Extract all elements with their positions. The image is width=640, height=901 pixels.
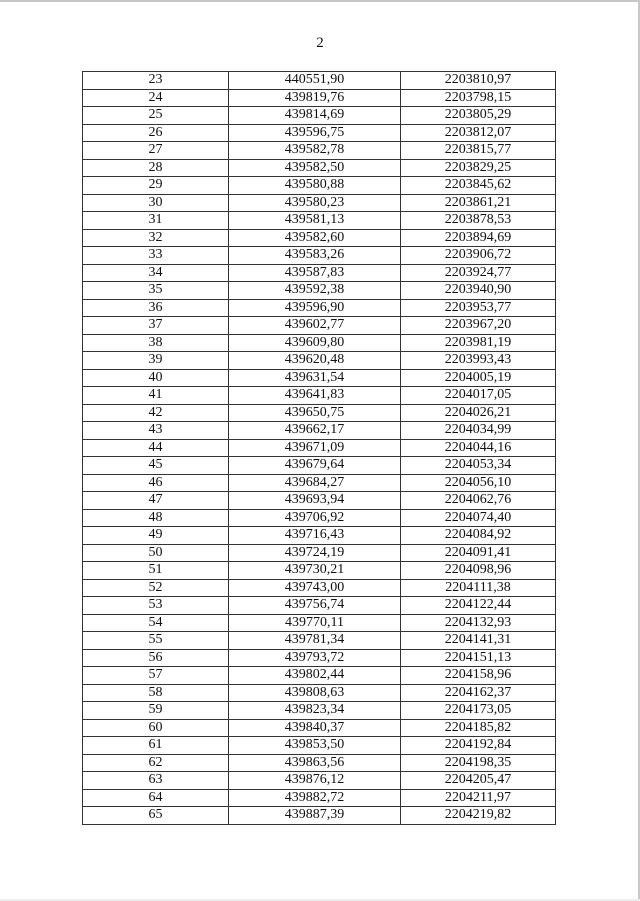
table-row (83, 509, 556, 527)
x-coordinate-cell: 439596,75 (229, 124, 401, 142)
table-row (83, 807, 556, 825)
x-coordinate-cell: 439662,17 (229, 422, 401, 440)
x-coordinate-cell: 439706,92 (229, 509, 401, 527)
x-coordinate-cell: 439840,37 (229, 719, 401, 737)
x-coordinate-cell: 439580,88 (229, 177, 401, 195)
point-number-cell: 36 (83, 299, 229, 317)
y-coordinate-cell: 2204158,96 (401, 667, 556, 685)
table-row (83, 457, 556, 475)
x-coordinate-cell: 439583,26 (229, 247, 401, 265)
table-row (83, 684, 556, 702)
y-coordinate-cell: 2204053,34 (401, 457, 556, 475)
x-coordinate-cell: 439743,00 (229, 579, 401, 597)
point-number-cell: 49 (83, 527, 229, 545)
y-coordinate-cell: 2203906,72 (401, 247, 556, 265)
table-row (83, 667, 556, 685)
point-number-cell: 29 (83, 177, 229, 195)
x-coordinate-cell: 439793,72 (229, 649, 401, 667)
x-coordinate-cell: 439679,64 (229, 457, 401, 475)
point-number-cell: 47 (83, 492, 229, 510)
x-coordinate-cell: 439802,44 (229, 667, 401, 685)
table-row (83, 702, 556, 720)
point-number-cell: 31 (83, 212, 229, 230)
point-number-cell: 48 (83, 509, 229, 527)
x-coordinate-cell: 439819,76 (229, 89, 401, 107)
point-number-cell: 46 (83, 474, 229, 492)
point-number-cell: 64 (83, 789, 229, 807)
x-coordinate-cell: 439684,27 (229, 474, 401, 492)
y-coordinate-cell: 2204091,41 (401, 544, 556, 562)
x-coordinate-cell: 440551,90 (229, 72, 401, 90)
y-coordinate-cell: 2204084,92 (401, 527, 556, 545)
y-coordinate-cell: 2204098,96 (401, 562, 556, 580)
point-number-cell: 50 (83, 544, 229, 562)
table-row (83, 772, 556, 790)
table-row (83, 177, 556, 195)
x-coordinate-cell: 439582,60 (229, 229, 401, 247)
y-coordinate-cell: 2203967,20 (401, 317, 556, 335)
y-coordinate-cell: 2203981,19 (401, 334, 556, 352)
point-number-cell: 30 (83, 194, 229, 212)
x-coordinate-cell: 439650,75 (229, 404, 401, 422)
y-coordinate-cell: 2204122,44 (401, 597, 556, 615)
table-row (83, 597, 556, 615)
point-number-cell: 58 (83, 684, 229, 702)
x-coordinate-cell: 439587,83 (229, 264, 401, 282)
point-number-cell: 23 (83, 72, 229, 90)
y-coordinate-cell: 2203810,97 (401, 72, 556, 90)
point-number-cell: 61 (83, 737, 229, 755)
point-number-cell: 52 (83, 579, 229, 597)
table-row (83, 352, 556, 370)
y-coordinate-cell: 2204219,82 (401, 807, 556, 825)
table-row (83, 474, 556, 492)
table-row (83, 124, 556, 142)
table-row (83, 579, 556, 597)
y-coordinate-cell: 2204211,97 (401, 789, 556, 807)
point-number-cell: 60 (83, 719, 229, 737)
table-row (83, 422, 556, 440)
table-row (83, 334, 556, 352)
y-coordinate-cell: 2204111,38 (401, 579, 556, 597)
x-coordinate-cell: 439581,13 (229, 212, 401, 230)
table-row (83, 614, 556, 632)
x-coordinate-cell: 439602,77 (229, 317, 401, 335)
table-row (83, 754, 556, 772)
table-row (83, 527, 556, 545)
table-row (83, 387, 556, 405)
point-number-cell: 34 (83, 264, 229, 282)
x-coordinate-cell: 439580,23 (229, 194, 401, 212)
x-coordinate-cell: 439823,34 (229, 702, 401, 720)
x-coordinate-cell: 439671,09 (229, 439, 401, 457)
point-number-cell: 26 (83, 124, 229, 142)
point-number-cell: 24 (83, 89, 229, 107)
x-coordinate-cell: 439596,90 (229, 299, 401, 317)
table-row (83, 107, 556, 125)
y-coordinate-cell: 2203878,53 (401, 212, 556, 230)
point-number-cell: 42 (83, 404, 229, 422)
point-number-cell: 32 (83, 229, 229, 247)
x-coordinate-cell: 439808,63 (229, 684, 401, 702)
y-coordinate-cell: 2204074,40 (401, 509, 556, 527)
y-coordinate-cell: 2204185,82 (401, 719, 556, 737)
table-row (83, 229, 556, 247)
point-number-cell: 44 (83, 439, 229, 457)
table-row (83, 142, 556, 160)
table-row (83, 789, 556, 807)
point-number-cell: 35 (83, 282, 229, 300)
point-number-cell: 37 (83, 317, 229, 335)
y-coordinate-cell: 2204132,93 (401, 614, 556, 632)
table-row (83, 247, 556, 265)
point-number-cell: 28 (83, 159, 229, 177)
point-number-cell: 62 (83, 754, 229, 772)
point-number-cell: 57 (83, 667, 229, 685)
y-coordinate-cell: 2203861,21 (401, 194, 556, 212)
x-coordinate-cell: 439853,50 (229, 737, 401, 755)
y-coordinate-cell: 2204005,19 (401, 369, 556, 387)
point-number-cell: 38 (83, 334, 229, 352)
y-coordinate-cell: 2203953,77 (401, 299, 556, 317)
table-row (83, 282, 556, 300)
x-coordinate-cell: 439882,72 (229, 789, 401, 807)
table-row (83, 404, 556, 422)
y-coordinate-cell: 2203845,62 (401, 177, 556, 195)
y-coordinate-cell: 2204141,31 (401, 632, 556, 650)
table-row (83, 737, 556, 755)
point-number-cell: 40 (83, 369, 229, 387)
x-coordinate-cell: 439876,12 (229, 772, 401, 790)
x-coordinate-cell: 439631,54 (229, 369, 401, 387)
y-coordinate-cell: 2204017,05 (401, 387, 556, 405)
y-coordinate-cell: 2203812,07 (401, 124, 556, 142)
x-coordinate-cell: 439730,21 (229, 562, 401, 580)
table-row (83, 492, 556, 510)
y-coordinate-cell: 2204198,35 (401, 754, 556, 772)
y-coordinate-cell: 2203798,15 (401, 89, 556, 107)
x-coordinate-cell: 439609,80 (229, 334, 401, 352)
y-coordinate-cell: 2203924,77 (401, 264, 556, 282)
y-coordinate-cell: 2204026,21 (401, 404, 556, 422)
point-number-cell: 27 (83, 142, 229, 160)
x-coordinate-cell: 439863,56 (229, 754, 401, 772)
table-row (83, 544, 556, 562)
x-coordinate-cell: 439641,83 (229, 387, 401, 405)
table-row (83, 317, 556, 335)
point-number-cell: 55 (83, 632, 229, 650)
table-row (83, 649, 556, 667)
x-coordinate-cell: 439716,43 (229, 527, 401, 545)
table-row (83, 89, 556, 107)
coordinates-table-body (83, 72, 556, 825)
y-coordinate-cell: 2203993,43 (401, 352, 556, 370)
y-coordinate-cell: 2203940,90 (401, 282, 556, 300)
table-row (83, 212, 556, 230)
table-row (83, 194, 556, 212)
x-coordinate-cell: 439592,38 (229, 282, 401, 300)
y-coordinate-cell: 2204034,99 (401, 422, 556, 440)
table-row (83, 369, 556, 387)
x-coordinate-cell: 439781,34 (229, 632, 401, 650)
coordinates-table (82, 71, 556, 825)
y-coordinate-cell: 2204173,05 (401, 702, 556, 720)
point-number-cell: 51 (83, 562, 229, 580)
page-number: 2 (316, 35, 324, 51)
x-coordinate-cell: 439756,74 (229, 597, 401, 615)
y-coordinate-cell: 2203894,69 (401, 229, 556, 247)
point-number-cell: 45 (83, 457, 229, 475)
point-number-cell: 65 (83, 807, 229, 825)
x-coordinate-cell: 439724,19 (229, 544, 401, 562)
x-coordinate-cell: 439582,50 (229, 159, 401, 177)
point-number-cell: 54 (83, 614, 229, 632)
x-coordinate-cell: 439693,94 (229, 492, 401, 510)
x-coordinate-cell: 439620,48 (229, 352, 401, 370)
y-coordinate-cell: 2204162,37 (401, 684, 556, 702)
y-coordinate-cell: 2204056,10 (401, 474, 556, 492)
x-coordinate-cell: 439582,78 (229, 142, 401, 160)
scan-edge-top (0, 0, 640, 2)
table-row (83, 562, 556, 580)
point-number-cell: 59 (83, 702, 229, 720)
point-number-cell: 41 (83, 387, 229, 405)
point-number-cell: 33 (83, 247, 229, 265)
point-number-cell: 63 (83, 772, 229, 790)
table-row (83, 159, 556, 177)
point-number-cell: 53 (83, 597, 229, 615)
x-coordinate-cell: 439814,69 (229, 107, 401, 125)
y-coordinate-cell: 2203805,29 (401, 107, 556, 125)
x-coordinate-cell: 439887,39 (229, 807, 401, 825)
table-row (83, 299, 556, 317)
x-coordinate-cell: 439770,11 (229, 614, 401, 632)
table-row (83, 632, 556, 650)
point-number-cell: 25 (83, 107, 229, 125)
y-coordinate-cell: 2204205,47 (401, 772, 556, 790)
y-coordinate-cell: 2203815,77 (401, 142, 556, 160)
y-coordinate-cell: 2203829,25 (401, 159, 556, 177)
table-row (83, 264, 556, 282)
table-row (83, 72, 556, 90)
point-number-cell: 56 (83, 649, 229, 667)
y-coordinate-cell: 2204192,84 (401, 737, 556, 755)
table-row (83, 439, 556, 457)
point-number-cell: 39 (83, 352, 229, 370)
y-coordinate-cell: 2204062,76 (401, 492, 556, 510)
y-coordinate-cell: 2204151,13 (401, 649, 556, 667)
point-number-cell: 43 (83, 422, 229, 440)
y-coordinate-cell: 2204044,16 (401, 439, 556, 457)
table-row (83, 719, 556, 737)
